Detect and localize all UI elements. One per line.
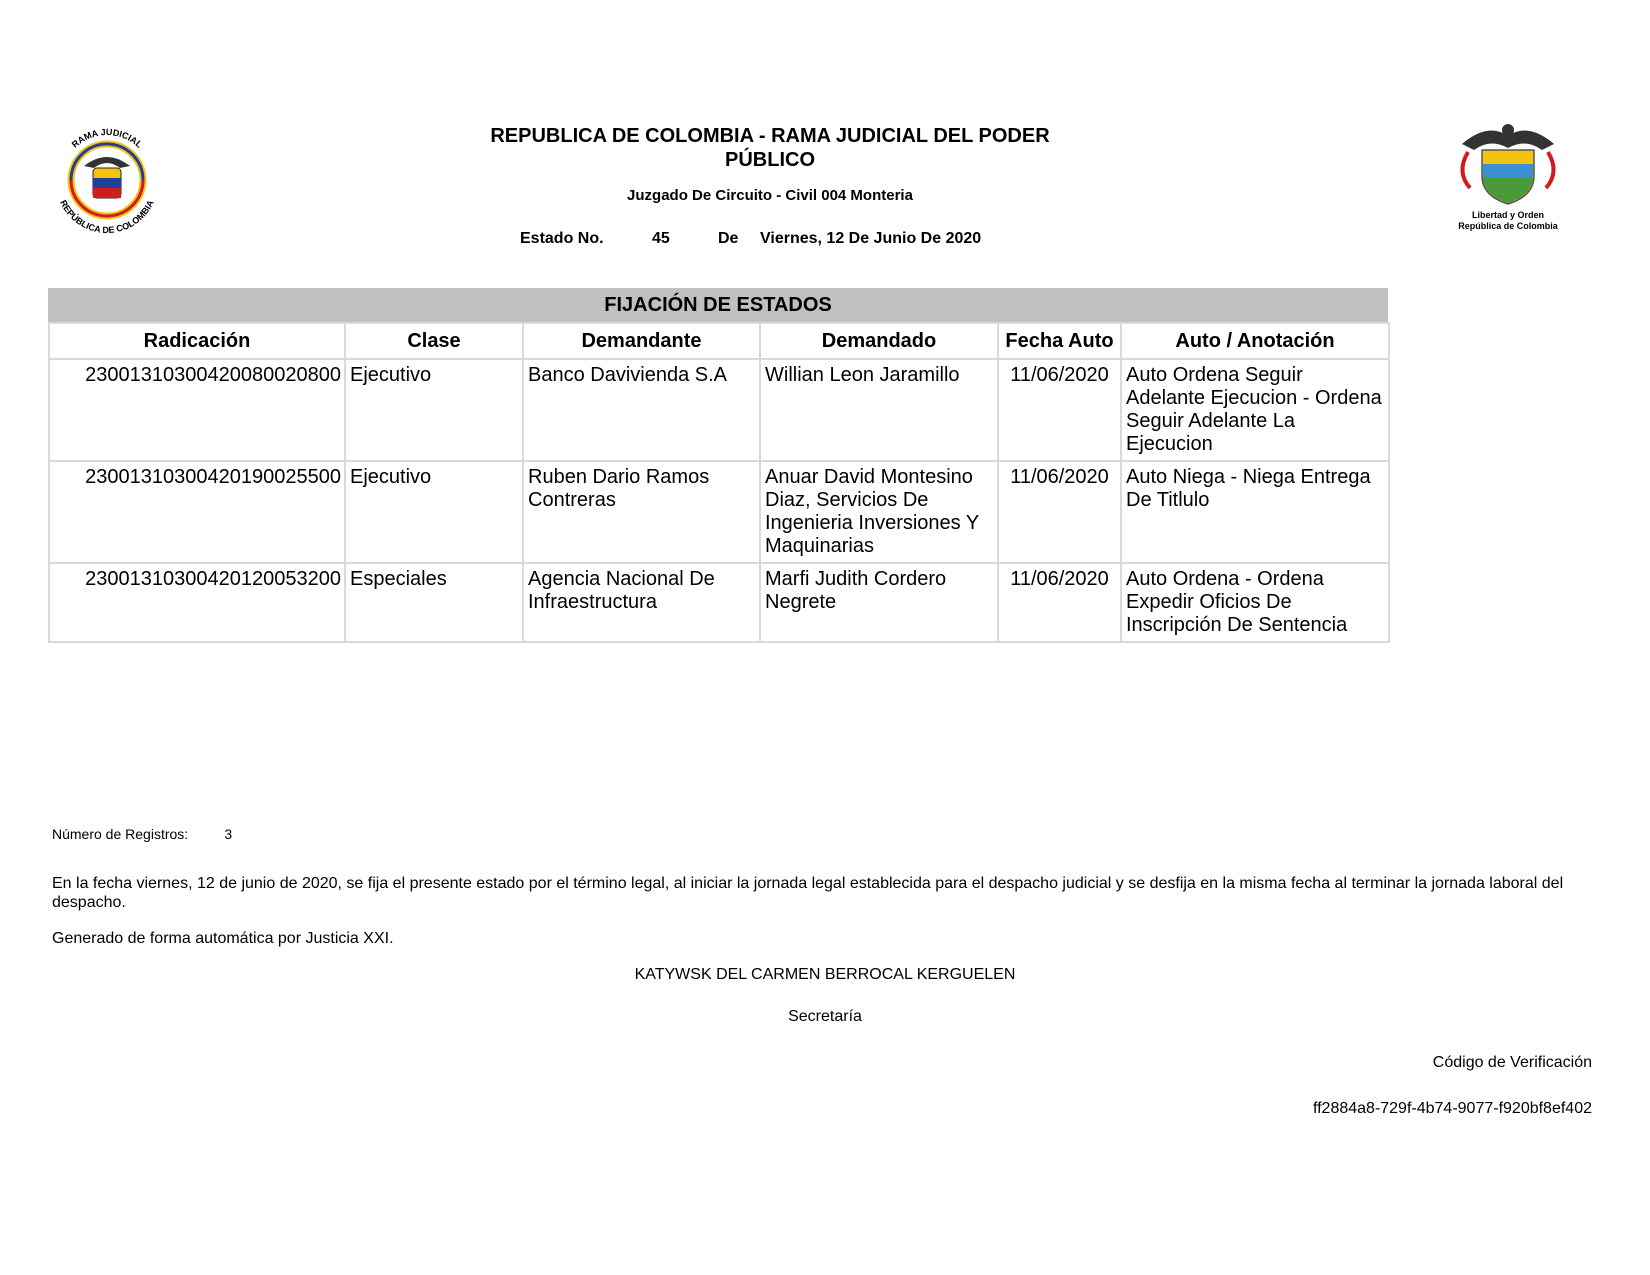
column-header-anotacion: Auto / Anotación bbox=[1121, 323, 1389, 359]
cell-fecha: 11/06/2020 bbox=[998, 563, 1121, 642]
cell-demandante: Ruben Dario Ramos Contreras bbox=[523, 461, 760, 563]
cell-fecha: 11/06/2020 bbox=[998, 461, 1121, 563]
column-header-demandante: Demandante bbox=[523, 323, 760, 359]
table-row bbox=[49, 359, 1389, 461]
document-title-line1: REPUBLICA DE COLOMBIA - RAMA JUDICIAL DEL PODER bbox=[490, 125, 1050, 147]
column-header-demandado: Demandado bbox=[760, 323, 998, 359]
cell-radicacion: 23001310300420190025500 bbox=[49, 461, 345, 563]
column-header-clase: Clase bbox=[345, 323, 523, 359]
left-seal-text-top: RAMA JUDICIAL bbox=[69, 126, 145, 150]
cell-demandado: Anuar David Montesino Diaz, Servicios De Ingenieria Inversiones Y Maquinarias bbox=[760, 461, 998, 563]
cell-demandante: Agencia Nacional De Infraestructura bbox=[523, 563, 760, 642]
fijacion-paragraph: En la fecha viernes, 12 de junio de 2020, se fija el presente estado por el término legal, al iniciar la jornada legal establecida para el despacho judicial y se desfija en la misma fecha al terminar la jornada laboral del despacho. bbox=[52, 875, 1564, 911]
right-seal-text-line2: República de Colombia bbox=[1458, 221, 1558, 231]
signer-role: Secretaría bbox=[788, 1008, 862, 1025]
column-header-fecha-auto: Fecha Auto bbox=[998, 323, 1121, 359]
cell-demandante: Banco Davivienda S.A bbox=[523, 359, 760, 461]
table-row bbox=[49, 563, 1389, 642]
cell-clase: Especiales bbox=[345, 563, 523, 642]
generado-note: Generado de forma automática por Justicia XXI. bbox=[52, 930, 394, 947]
signer-name: KATYWSK DEL CARMEN BERROCAL KERGUELEN bbox=[634, 966, 1016, 983]
estado-date: Viernes, 12 De Junio De 2020 bbox=[760, 230, 982, 247]
rama-judicial-seal-icon bbox=[48, 118, 166, 238]
de-label: De bbox=[718, 230, 739, 247]
estados-table-section bbox=[48, 288, 1388, 643]
document-title-line2: PÚBLICO bbox=[725, 149, 815, 171]
registros-count bbox=[52, 826, 232, 843]
cell-fecha: 11/06/2020 bbox=[998, 359, 1121, 461]
verification-code-label: Código de Verificación bbox=[1432, 1054, 1592, 1071]
registros-label: Número de Registros: bbox=[52, 826, 189, 842]
cell-radicacion: 23001310300420080020800 bbox=[49, 359, 345, 461]
estado-label: Estado No. bbox=[520, 230, 604, 247]
table-title: FIJACIÓN DE ESTADOS bbox=[48, 288, 1388, 322]
left-seal-text-bottom: REPÚBLICA DE COLOMBIA bbox=[58, 198, 156, 236]
cell-anotacion: Auto Ordena Seguir Adelante Ejecucion - Ordena Seguir Adelante La Ejecucion bbox=[1121, 359, 1389, 461]
court-name: Juzgado De Circuito - Civil 004 Monteria bbox=[627, 187, 913, 204]
cell-clase: Ejecutivo bbox=[345, 359, 523, 461]
table-header-row bbox=[49, 323, 1389, 359]
cell-demandado: Willian Leon Jaramillo bbox=[760, 359, 998, 461]
verification-code-value: ff2884a8-729f-4b74-9077-f920bf8ef402 bbox=[1312, 1100, 1592, 1117]
cell-anotacion: Auto Ordena - Ordena Expedir Oficios De Inscripción De Sentencia bbox=[1121, 563, 1389, 642]
estados-table bbox=[48, 322, 1390, 643]
cell-clase: Ejecutivo bbox=[345, 461, 523, 563]
cell-demandado: Marfi Judith Cordero Negrete bbox=[760, 563, 998, 642]
right-seal-text-line1: Libertad y Orden bbox=[1471, 210, 1545, 220]
column-header-radicacion: Radicación bbox=[49, 323, 345, 359]
table-row bbox=[49, 461, 1389, 563]
cell-radicacion: 23001310300420120053200 bbox=[49, 563, 345, 642]
colombia-coat-of-arms-icon bbox=[1448, 116, 1568, 236]
registros-value: 3 bbox=[224, 826, 233, 842]
cell-anotacion: Auto Niega - Niega Entrega De Titlulo bbox=[1121, 461, 1389, 563]
estado-number: 45 bbox=[652, 230, 670, 247]
